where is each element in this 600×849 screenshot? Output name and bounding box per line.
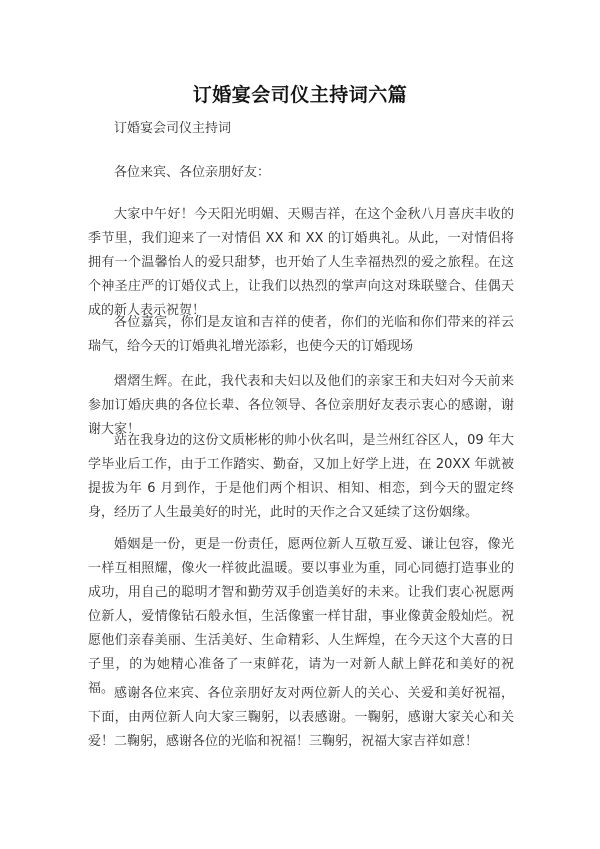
- body-paragraph: 熠熠生辉。在此，我代表和夫妇以及他们的亲家王和夫妇对今天前来参加订婚庆典的各位长辈、各位领导、各位亲朋好友表示衷心的感谢，谢谢大家！: [88, 374, 514, 437]
- greeting-paragraph: 各位来宾、各位亲朋好友：: [114, 165, 271, 180]
- body-paragraph: 各位嘉宾，你们是友谊和吉祥的使者，你们的光临和你们带来的祥云瑞气，给今天的订婚典礼增光添彩，也使今天的订婚现场: [88, 315, 514, 354]
- subtitle-paragraph: 订婚宴会司仪主持词: [114, 121, 232, 136]
- body-paragraph: 站在我身边的这份文质彬彬的帅小伙名叫，是兰州红谷区人，09 年大学毕业后工作，由于工作踏实、勤奋，又加上好学上进，在 20XX 年就被提拔为年 6 月到作，于是他们两个相识、相知、相恋，到今天的盟定终身，经历了人生最美好的时光，此时的天作之合又延续了这份姻缘。: [88, 433, 514, 520]
- body-paragraph: 婚姻是一份，更是一份责任，愿两位新人互敬互爱、谦让包容，像光一样互相照耀，像火一样彼此温暖。要以事业为重，同心同德打造事业的成功，用自己的聪明才智和勤劳双手创造美好的未来。让我们衷心祝愿两位新人，爱情像钻石般永恒，生活像蜜一样甘甜，事业像黄金般灿烂。祝愿他们亲春美丽、生活美好、生命精彩、人生辉煌，在今天这个大喜的日子里，的为她精心准备了一束鲜花，请为一对新人献上鲜花和美好的祝福。: [88, 537, 514, 696]
- document-title: 订婚宴会司仪主持词六篇: [192, 84, 408, 106]
- body-paragraph: 大家中午好！今天阳光明媚、天赐吉祥，在这个金秋八月喜庆丰收的季节里，我们迎来了一对情侣 XX 和 XX 的订婚典礼。从此，一对情侣将拥有一个温馨怡人的爱只甜梦，也开始了人生幸福热烈的爱之旅程。在这个神圣庄严的订婚仪式上，让我们以热烈的掌声向这对珠联璧合、佳偶天成的新人表示祝贺！: [88, 207, 514, 318]
- closing-paragraph: 感谢各位来宾、各位亲朋好友对两位新人的关心、关爱和美好祝福，下面，由两位新人向大家三鞠躬，以表感谢。一鞠躬，感谢大家关心和关爱！二鞠躬，感谢各位的光临和祝福！三鞠躬，祝福大家吉祥如意！: [88, 686, 514, 749]
